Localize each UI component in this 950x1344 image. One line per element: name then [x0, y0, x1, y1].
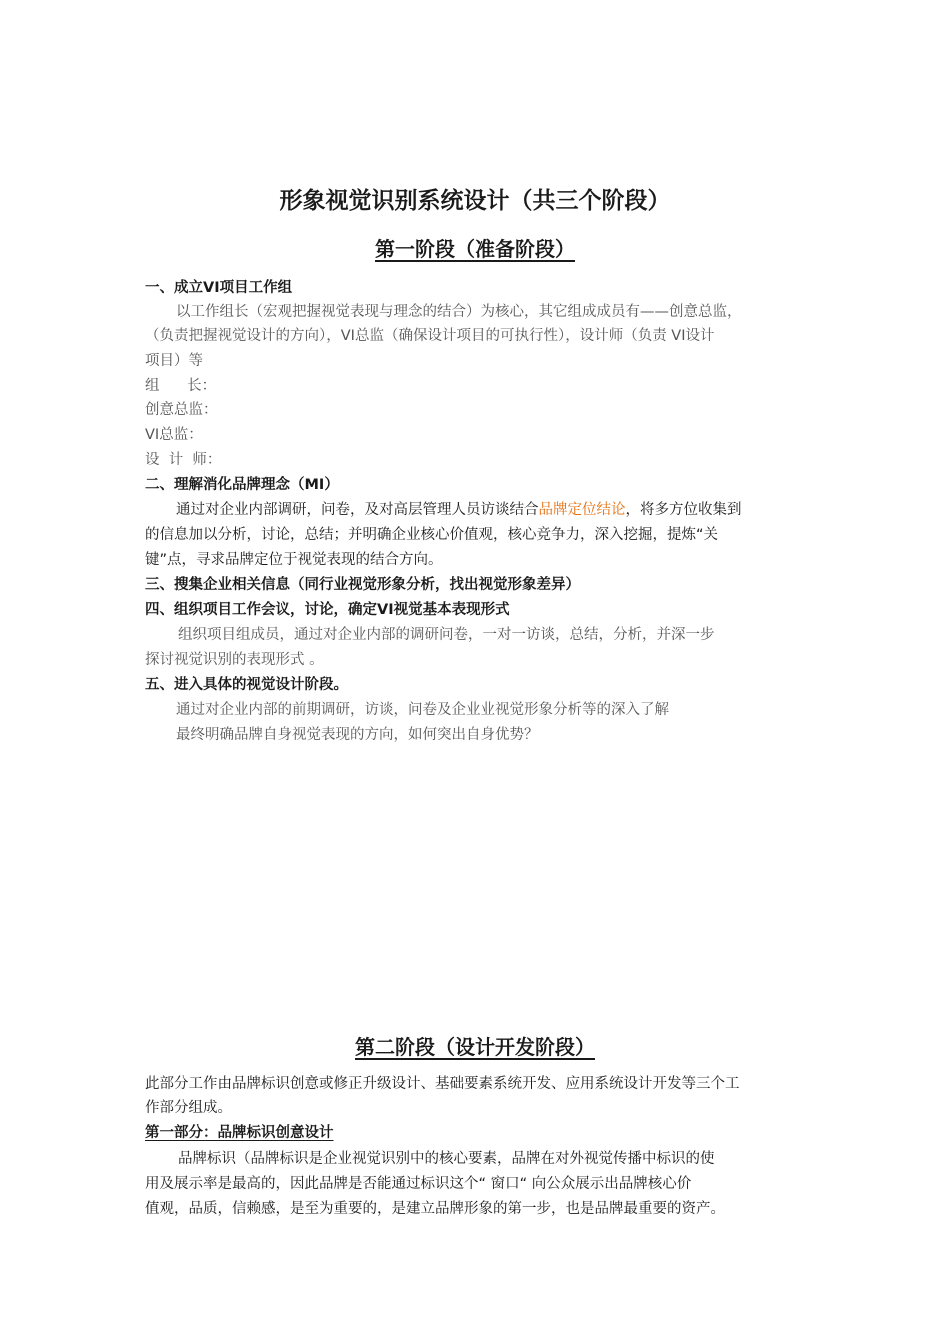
section5-heading: 五、进入具体的视觉设计阶段。 [145, 677, 348, 693]
section5-paragraph-line: 最终明确品牌自身视觉表现的方向，如何突出自身优势？ [176, 727, 539, 743]
part1-heading: 第一部分：品牌标识创意设计 [145, 1125, 334, 1141]
section3-heading: 三、搜集企业相关信息（同行业视觉形象分析，找出视觉形象差异） [145, 577, 580, 593]
stage2-heading-text: 第二阶段（设计开发阶段） [355, 1035, 595, 1059]
section2-paragraph-line: 键”点，寻求品牌定位于视觉表现的结合方向。 [145, 552, 443, 568]
section1-paragraph-line: （负责把握视觉设计的方向），VI总监（确保设计项目的可执行性），设计师（负责 VI设计 [145, 328, 715, 344]
section2-paragraph-line [145, 499, 856, 521]
section1-paragraph-line: 以工作组长（宏观把握视觉表现与理念的结合）为核心，其它组成成员有——创意总监， [176, 304, 742, 320]
role-creative-director: 创意总监： [145, 402, 218, 418]
section4-paragraph-line: 探讨视觉识别的表现形式 。 [145, 652, 324, 668]
role-leader: 组 长： [145, 378, 217, 394]
highlight-brand-positioning: 品牌定位结论 [538, 502, 626, 518]
section4-paragraph-line: 组织项目组成员，通过对企业内部的调研问卷，一对一访谈，总结，分析，并深一步 [178, 627, 715, 643]
section2-heading: 二、理解消化品牌理念（MI） [145, 477, 339, 493]
stage2-intro-line: 作部分组成。 [145, 1100, 232, 1116]
section5-paragraph-line: 通过对企业内部的前期调研，访谈，问卷及企业业视觉形象分析等的深入了解 [176, 702, 669, 718]
stage2-intro-line: 此部分工作由品牌标识创意或修正升级设计、基础要素系统开发、应用系统设计开发等三个工 [145, 1076, 740, 1092]
section1-heading: 一、成立VI项目工作组 [145, 280, 293, 296]
stage2-heading [0, 1032, 950, 1062]
part1-paragraph-line: 值观，品质，信赖感，是至为重要的，是建立品牌形象的第一步，也是品牌最重要的资产。 [145, 1201, 725, 1217]
section4-heading: 四、组织项目工作会议，讨论，确定VI视觉基本表现形式 [145, 602, 510, 618]
part1-paragraph-line: 品牌标识（品牌标识是企业视觉识别中的核心要素，品牌在对外视觉传播中标识的使 [178, 1151, 715, 1167]
section2-text: 通过对企业内部调研，问卷，及对高层管理人员访谈结合 [176, 502, 539, 518]
section2-paragraph-line: 的信息加以分析，讨论，总结；并明确企业核心价值观，核心竞争力，深入挖掘，提炼“关 [145, 527, 719, 543]
role-vi-director: VI总监： [145, 427, 203, 443]
stage1-heading-text: 第一阶段（准备阶段） [375, 237, 575, 261]
section2-text: ，将多方位收集到 [625, 502, 742, 518]
section1-paragraph-line: 项目）等 [145, 353, 203, 369]
stage1-heading [0, 234, 950, 264]
role-designer: 设 计 师： [145, 452, 222, 468]
document-title: 形象视觉识别系统设计（共三个阶段） [279, 188, 671, 214]
part1-paragraph-line: 用及展示率是最高的，因此品牌是否能通过标识这个“ 窗口“ 向公众展示出品牌核心价 [145, 1176, 692, 1192]
